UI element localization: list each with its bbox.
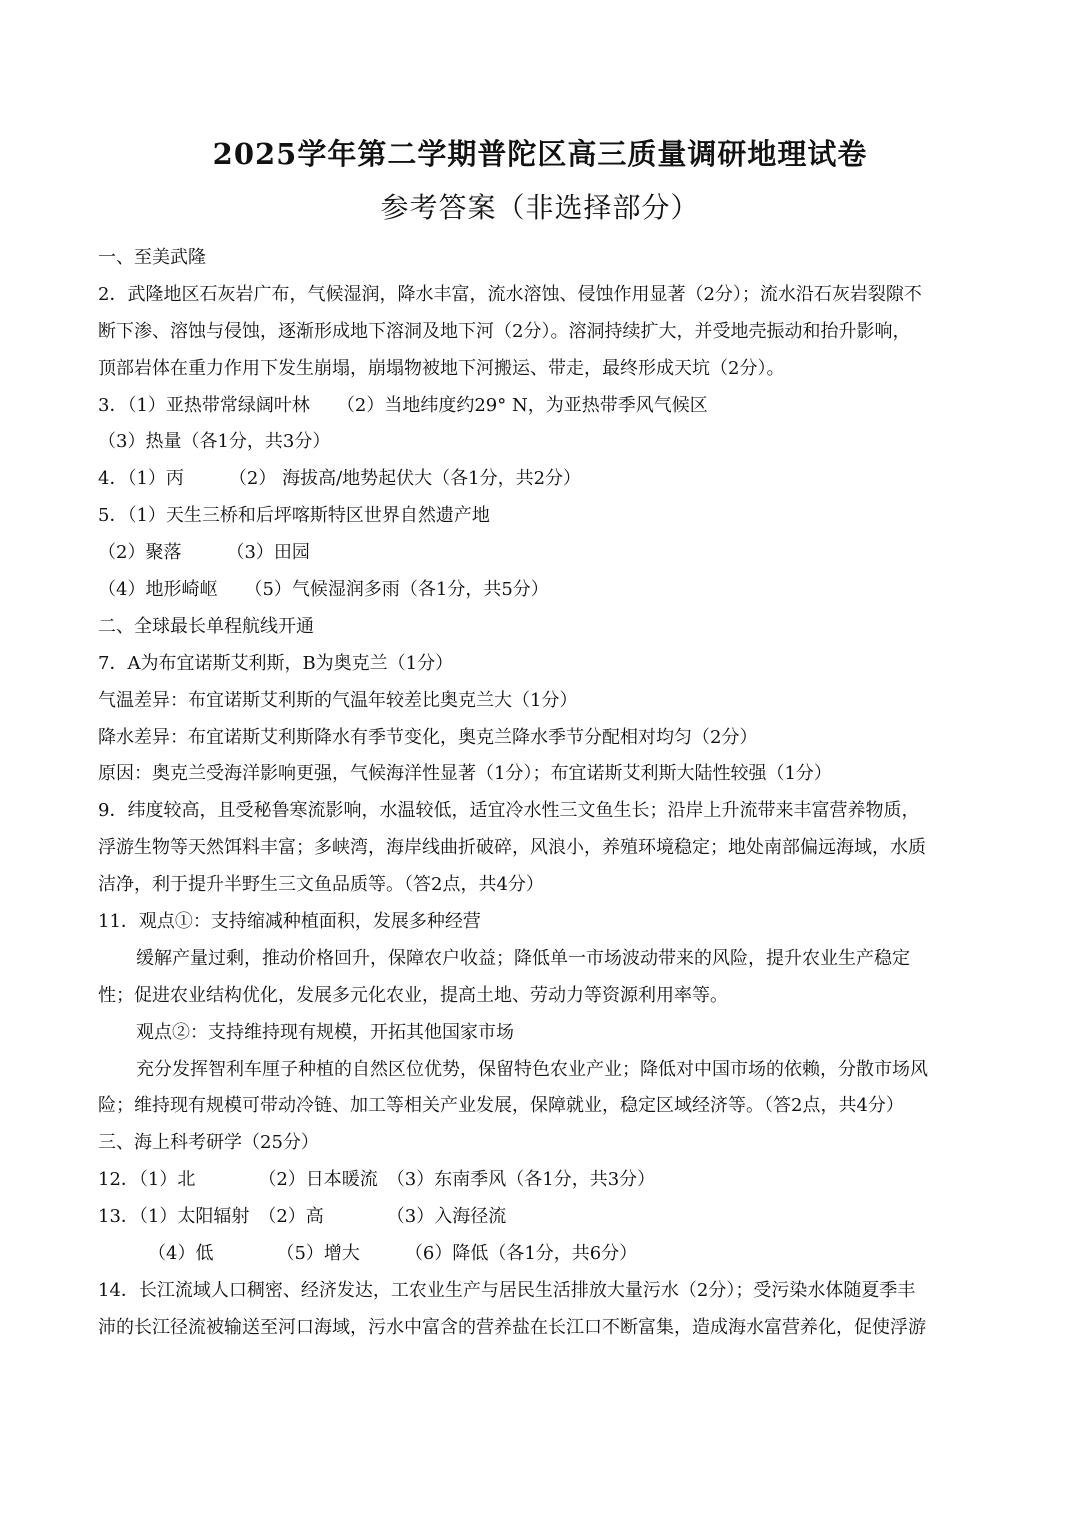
text-line: 2．武隆地区石灰岩广布，气候湿润，降水丰富，流水溶蚀、侵蚀作用显著（2分）；流水沿石灰岩裂隙不 <box>98 283 922 305</box>
text-line: 3．（1）亚热带常绿阔叶林 （2）当地纬度约29° N，为亚热带季风气候区 <box>98 394 708 416</box>
text-line: 气温差异：布宜诺斯艾利斯的气温年较差比奥克兰大（1分） <box>98 689 578 711</box>
text-line: 二、全球最长单程航线开通 <box>98 615 314 637</box>
text-line: 洁净，利于提升半野生三文鱼品质等。（答2点，共4分） <box>98 874 544 896</box>
text-line: 9．纬度较高，且受秘鲁寒流影响，水温较低，适宜冷水性三文鱼生长；沿岸上升流带来丰富营养物质， <box>98 800 920 822</box>
text-line: 13．（1）太阳辐射 （2）高 （3）入海径流 <box>98 1206 507 1228</box>
text-line: 一、至美武隆 <box>98 247 206 268</box>
text-line: 三、海上科考研学（25分） <box>98 1132 319 1154</box>
text-line: 浮游生物等天然饵料丰富；多峡湾，海岸线曲折破碎，风浪小，养殖环境稳定；地处南部偏远海域，水质 <box>98 837 926 859</box>
text-line: （3）热量（各1分，共3分） <box>98 431 331 453</box>
text-line: 12．（1）北 （2）日本暖流 （3）东南季风（各1分，共3分） <box>98 1169 656 1191</box>
text-line: （4）低 （5）增大 （6）降低（各1分，共6分） <box>148 1243 638 1265</box>
text-line: （4）地形崎岖 （5）气候湿润多雨（各1分，共5分） <box>98 579 549 601</box>
text-line: 7．A为布宜诺斯艾利斯，B为奥克兰（1分） <box>98 652 454 674</box>
page-title: 2025学年第二学期普陀区高三质量调研地理试卷 <box>212 137 868 171</box>
text-line: 沛的长江径流被输送至河口海域，污水中富含的营养盐在长江口不断富集，造成海水富营养化，促使浮游 <box>98 1316 926 1338</box>
text-line: 4．（1）丙 （2） 海拔高/地势起伏大（各1分，共2分） <box>98 468 582 490</box>
text-line: 原因：奥克兰受海洋影响更强，气候海洋性显著（1分）；布宜诺斯艾利斯大陆性较强（1分） <box>98 763 832 785</box>
text-line: （2）聚落 （3）田园 <box>98 542 310 564</box>
text-line: 11．观点①：支持缩减种植面积，发展多种经营 <box>98 911 481 933</box>
text-line: 5．（1）天生三桥和后坪喀斯特区世界自然遗产地 <box>98 505 490 527</box>
text-line: 充分发挥智利车厘子种植的自然区位优势，保留特色农业产业；降低对中国市场的依赖，分散市场风 <box>136 1058 928 1080</box>
text-line: 险；维持现有规模可带动冷链、加工等相关产业发展，保障就业，稳定区域经济等。（答2点，共4分） <box>98 1095 904 1117</box>
text-line: 14．长江流域人口稠密、经济发达，工农业生产与居民生活排放大量污水（2分）；受污染水体随夏季丰 <box>98 1279 916 1301</box>
text-line: 降水差异：布宜诺斯艾利斯降水有季节变化，奥克兰降水季节分配相对均匀（2分） <box>98 726 758 748</box>
text-line: 顶部岩体在重力作用下发生崩塌，崩塌物被地下河搬运、带走，最终形成天坑（2分）。 <box>98 357 785 379</box>
text-line: 断下渗、溶蚀与侵蚀，逐渐形成地下溶洞及地下河（2分）。溶洞持续扩大，并受地壳振动和抬升影响， <box>98 320 911 342</box>
text-line: 观点②：支持维持现有规模，开拓其他国家市场 <box>136 1021 514 1043</box>
text-line: 缓解产量过剩，推动价格回升，保障农户收益；降低单一市场波动带来的风险，提升农业生产稳定 <box>136 947 910 969</box>
page-subtitle: 参考答案（非选择部分） <box>380 191 700 224</box>
text-line: 性；促进农业结构优化，发展多元化农业，提高土地、劳动力等资源利用率等。 <box>98 984 728 1006</box>
answer-body <box>98 240 982 1347</box>
